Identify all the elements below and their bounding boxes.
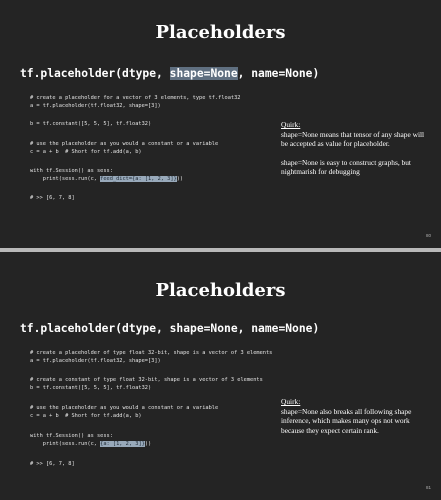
quirk-note <box>281 120 431 177</box>
code-line: c = a + b # Short for tf.add(a, b) <box>30 413 142 419</box>
page-number: 81 <box>425 485 431 490</box>
code-line: # create a constant of type float 32-bit, shape is a vector of 3 elements <box>30 377 263 383</box>
run-close: )) <box>144 441 152 447</box>
run-close: )) <box>176 176 184 182</box>
quirk-text: shape=None means that tensor of any shape will be accepted as value for placeholder. <box>281 129 425 148</box>
session-run-line <box>30 440 151 448</box>
session-run-line <box>30 175 183 183</box>
slide-title: Placeholders <box>155 280 286 301</box>
function-signature: tf.placeholder(dtype, shape=None, name=None) <box>20 322 320 335</box>
quirk-text-2: shape=None is easy to construct graphs, but nightmarish for debugging <box>281 157 411 176</box>
function-signature <box>20 67 319 80</box>
quirk-heading: Quirk: <box>281 397 301 406</box>
slide-title: Placeholders <box>155 22 286 43</box>
page-number: 80 <box>425 233 431 238</box>
run-call: print(sess.run(c, <box>30 176 101 182</box>
feed-dict-highlight: feed_dict={a: [1, 2, 3]} <box>100 176 177 182</box>
code-line: # create a placeholder of type float 32-bit, shape is a vector of 3 elements <box>30 350 273 356</box>
code-line: # create a placeholder for a vector of 3 elements, type tf.float32 <box>30 95 241 101</box>
code-line: with tf.Session() as sess: <box>30 168 113 174</box>
signature-end: , name=None) <box>237 67 320 80</box>
code-line: # use the placeholder as you would a constant or a variable <box>30 405 219 411</box>
quirk-note <box>281 397 431 435</box>
feed-dict-highlight: {a: [1, 2, 3]} <box>100 441 145 447</box>
quirk-heading: Quirk: <box>281 120 301 129</box>
signature-start: tf.placeholder(dtype, <box>20 67 170 80</box>
result-line: # >> [6, 7, 8] <box>30 195 75 201</box>
code-line: with tf.Session() as sess: <box>30 433 113 439</box>
slide-80 <box>0 0 441 248</box>
slide-81 <box>0 252 441 500</box>
quirk-text: shape=None also breaks all following shape inference, which makes many ops not work because they expect certain rank. <box>281 406 412 435</box>
shape-none-highlight: shape=None <box>169 67 238 80</box>
run-call: print(sess.run(c, <box>30 441 101 447</box>
code-line: c = a + b # Short for tf.add(a, b) <box>30 149 142 155</box>
code-line: a = tf.placeholder(tf.float32, shape=[3]) <box>30 358 161 364</box>
code-line: b = tf.constant([5, 5, 5], tf.float32) <box>30 121 152 127</box>
result-line: # >> [6, 7, 8] <box>30 461 75 467</box>
code-line: a = tf.placeholder(tf.float32, shape=[3]) <box>30 103 161 109</box>
code-line: b = tf.constant([5, 5, 5], tf.float32) <box>30 385 152 391</box>
code-line: # use the placeholder as you would a constant or a variable <box>30 141 219 147</box>
